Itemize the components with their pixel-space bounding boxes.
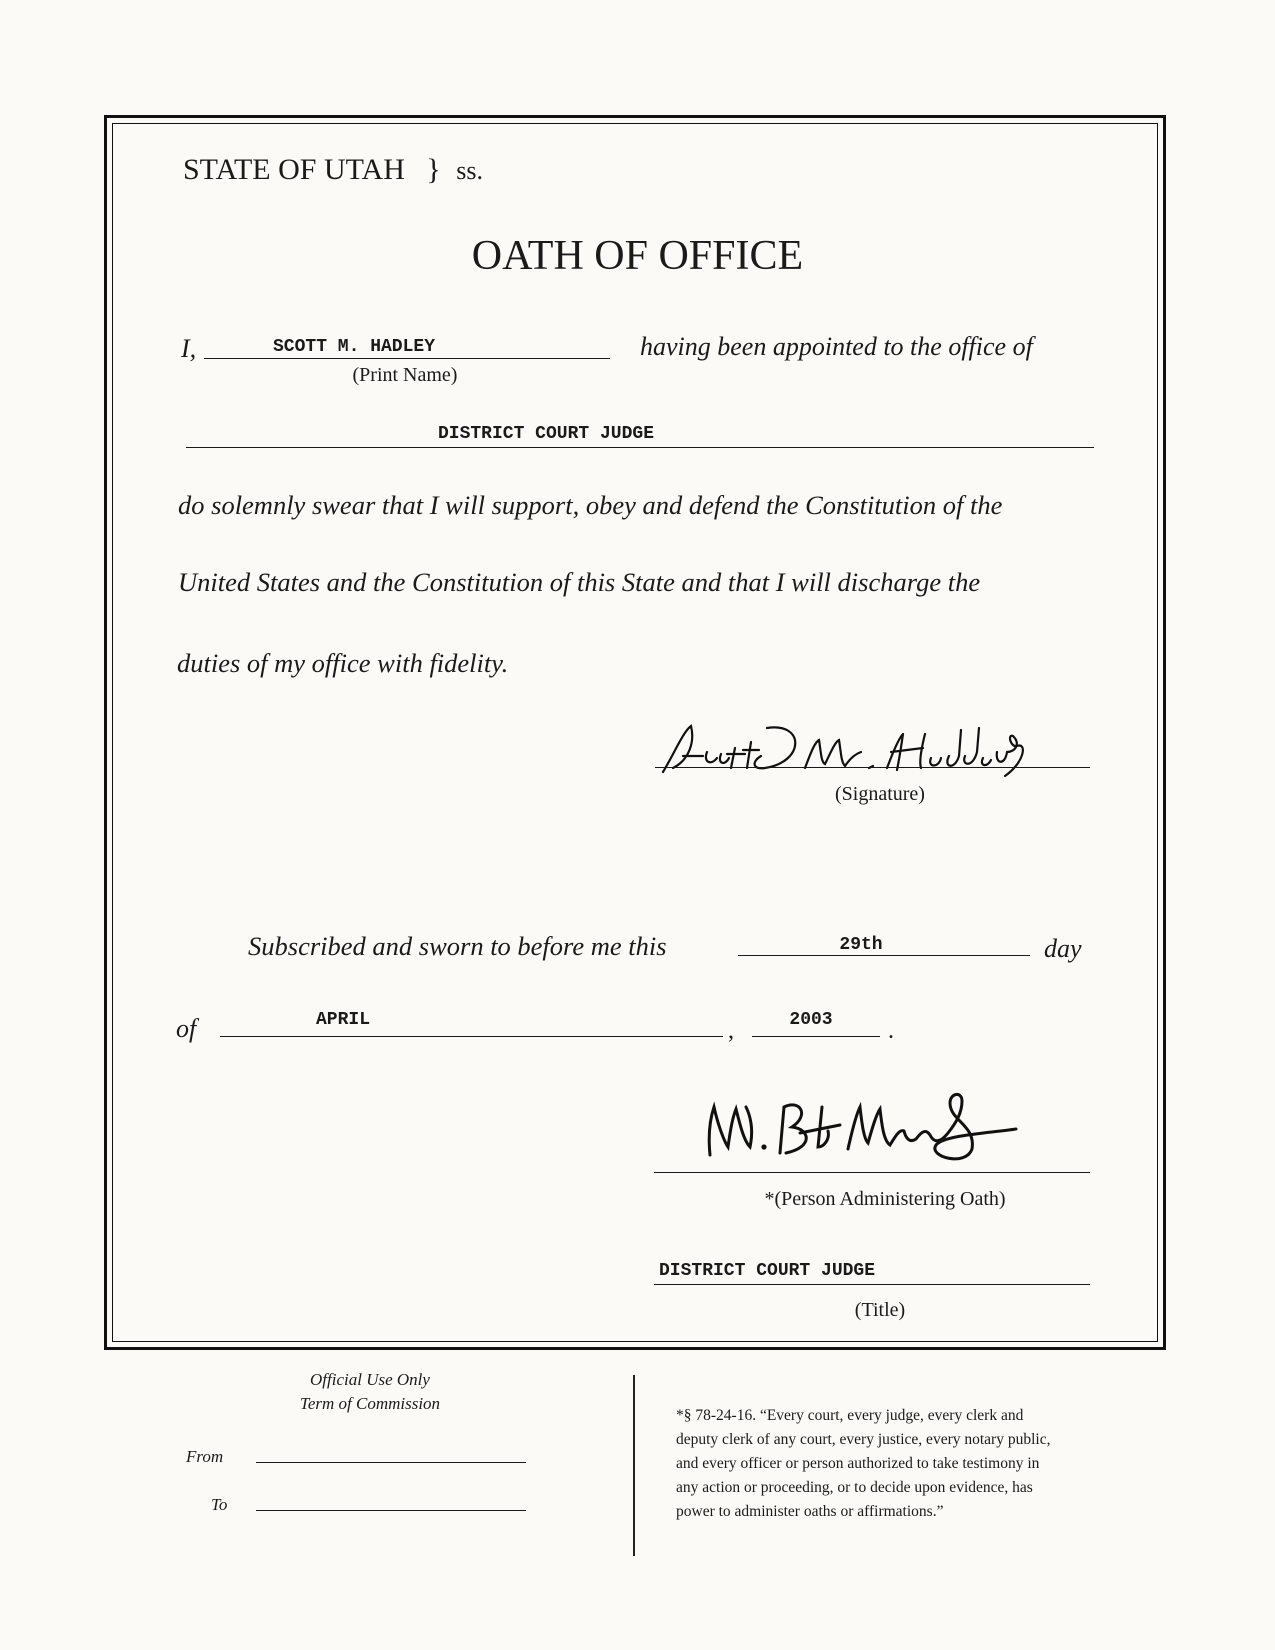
- state-heading: [183, 153, 483, 187]
- page-title: OATH OF OFFICE: [471, 233, 804, 279]
- name-field[interactable]: SCOTT M. HADLEY: [272, 337, 436, 357]
- year-field[interactable]: 2003: [789, 1010, 833, 1030]
- month-field[interactable]: APRIL: [315, 1010, 370, 1030]
- to-label: To: [211, 1495, 228, 1514]
- footnote-line2: deputy clerk of any court, every justice, every notary public,: [676, 1431, 1051, 1448]
- oath-text-line2: United States and the Constitution of this State and that I will discharge the: [178, 567, 981, 597]
- subscribed-text: Subscribed and sworn to before me this: [248, 931, 667, 961]
- official-use-heading: [260, 1368, 480, 1416]
- to-line: [256, 1510, 526, 1511]
- day-line: [738, 955, 1030, 956]
- footnote-line4: any action or proceeding, or to decide upon evidence, has: [676, 1479, 1033, 1496]
- year-line: [752, 1036, 880, 1037]
- oath-text-line1: do solemnly swear that I will support, obey and defend the Constitution of the: [178, 490, 1003, 520]
- from-label: From: [186, 1447, 224, 1466]
- signature-caption: (Signature): [835, 783, 925, 805]
- name-caption: (Print Name): [352, 364, 458, 386]
- of-label: of: [176, 1014, 197, 1043]
- brace: }: [426, 153, 441, 186]
- state-name: STATE OF UTAH: [183, 153, 405, 186]
- i-prefix: I,: [181, 334, 197, 363]
- signature-line: [655, 767, 1090, 768]
- footnote-line1: *§ 78-24-16. “Every court, every judge, every clerk and: [676, 1407, 1024, 1424]
- date-comma: ,: [728, 1018, 734, 1044]
- office-field[interactable]: DISTRICT COURT JUDGE: [437, 424, 655, 444]
- title-field[interactable]: DISTRICT COURT JUDGE: [659, 1261, 876, 1281]
- date-period: .: [888, 1018, 894, 1044]
- administrator-caption: *(Person Administering Oath): [764, 1188, 1006, 1210]
- appointed-text: having been appointed to the office of: [640, 332, 1033, 361]
- ss-abbrev: ss.: [456, 156, 484, 185]
- office-line: [186, 447, 1094, 448]
- title-line: [654, 1284, 1090, 1285]
- oath-text-line3: duties of my office with fidelity.: [177, 648, 509, 678]
- day-field[interactable]: 29th: [839, 935, 883, 955]
- day-label: day: [1044, 934, 1082, 963]
- title-caption: (Title): [854, 1299, 906, 1321]
- footer-divider: [633, 1375, 635, 1556]
- statute-footnote: [676, 1404, 1050, 1524]
- official-use-line1: Official Use Only: [310, 1370, 430, 1389]
- from-line: [256, 1462, 526, 1463]
- administrator-signature: [700, 1085, 1030, 1170]
- administrator-line: [654, 1172, 1090, 1173]
- month-line: [220, 1036, 723, 1037]
- footnote-line3: and every officer or person authorized to take testimony in: [676, 1455, 1040, 1472]
- oath-signature-drawing: [655, 712, 1055, 782]
- oath-signature: [655, 712, 1055, 782]
- footnote-line5: power to administer oaths or affirmations.”: [676, 1503, 944, 1520]
- administrator-signature-drawing: [700, 1085, 1030, 1170]
- name-line: [204, 358, 610, 359]
- official-use-line2: Term of Commission: [299, 1394, 441, 1413]
